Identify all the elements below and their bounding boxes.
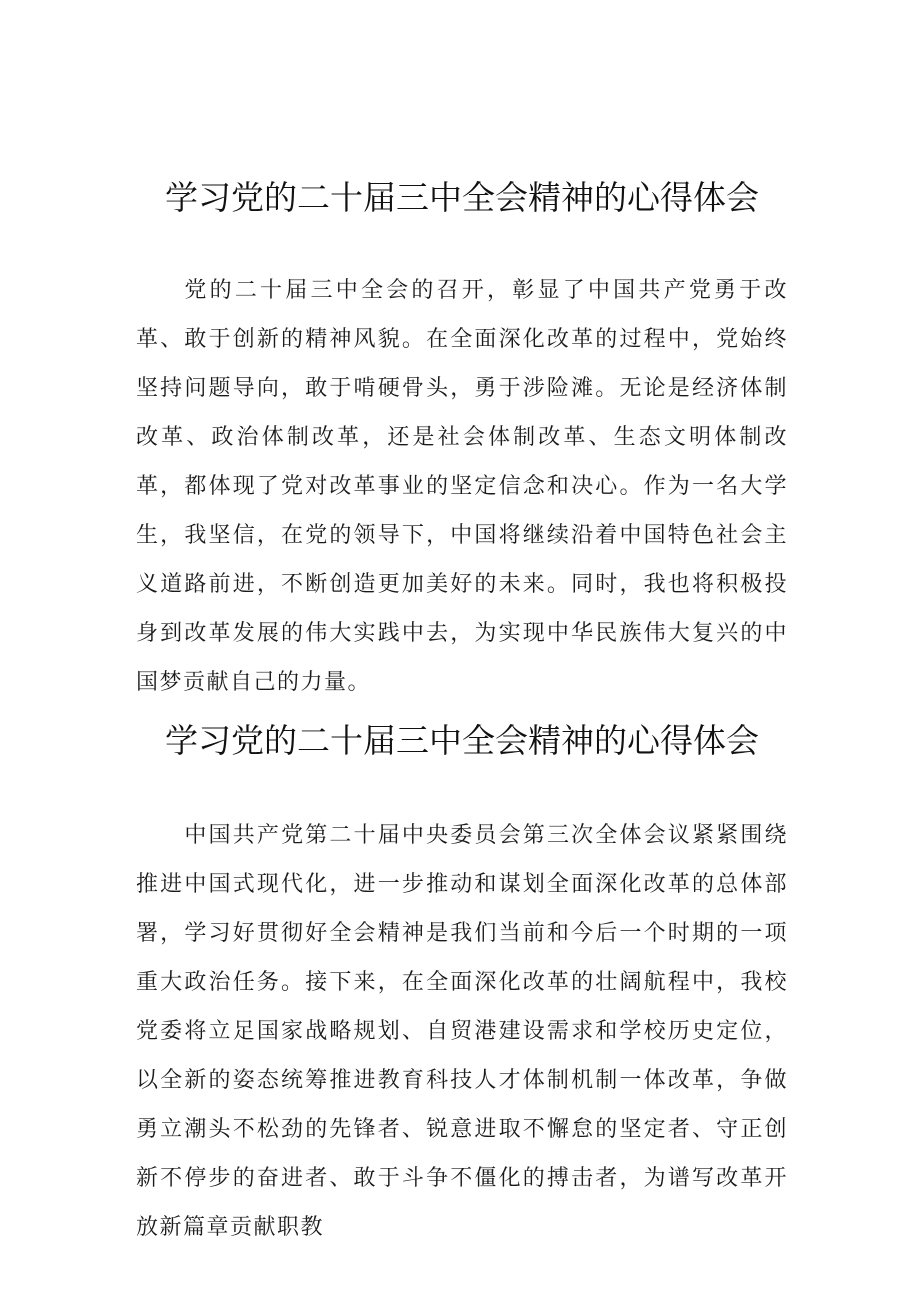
section-body: 党的二十届三中全会的召开，彰显了中国共产党勇于改革、敢于创新的精神风貌。在全面深化改革的过程中，党始终坚持问题导向，敢于啃硬骨头，勇于涉险滩。无论是经济体制改革、政治体制改革，还是社会体制改革、生态文明体制改革，都体现了党对改革事业的坚定信念和决心。作为一名大学生，我坚信，在党的领导下，中国将继续沿着中国特色社会主义道路前进，不断创造更加美好的未来。同时，我也将积极投身到改革发展的伟大实践中去，为实现中华民族伟大复兴的中国梦贡献自己的力量。	[136, 278, 788, 695]
article-section-2	[136, 713, 788, 1252]
section-body: 中国共产党第二十届中央委员会第三次全体会议紧紧围绕推进中国式现代化，进一步推动和谋划全面深化改革的总体部署，学习好贯彻好全会精神是我们当前和今后一个时期的一项重大政治任务。接下来，在全面深化改革的壮阔航程中，我校党委将立足国家战略规划、自贸港建设需求和学校历史定位，以全新的姿态统筹推进教育科技人才体制机制一体改革，争做勇立潮头不松劲的先锋者、锐意进取不懈怠的坚定者、守正创新不停步的奋进者、敢于斗争不僵化的搏击者，为谱写改革开放新篇章贡献职教	[136, 823, 788, 1240]
article-section-1	[136, 170, 788, 707]
section-title: 学习党的二十届三中全会精神的心得体会	[165, 178, 759, 217]
section-title: 学习党的二十届三中全会精神的心得体会	[165, 721, 759, 760]
